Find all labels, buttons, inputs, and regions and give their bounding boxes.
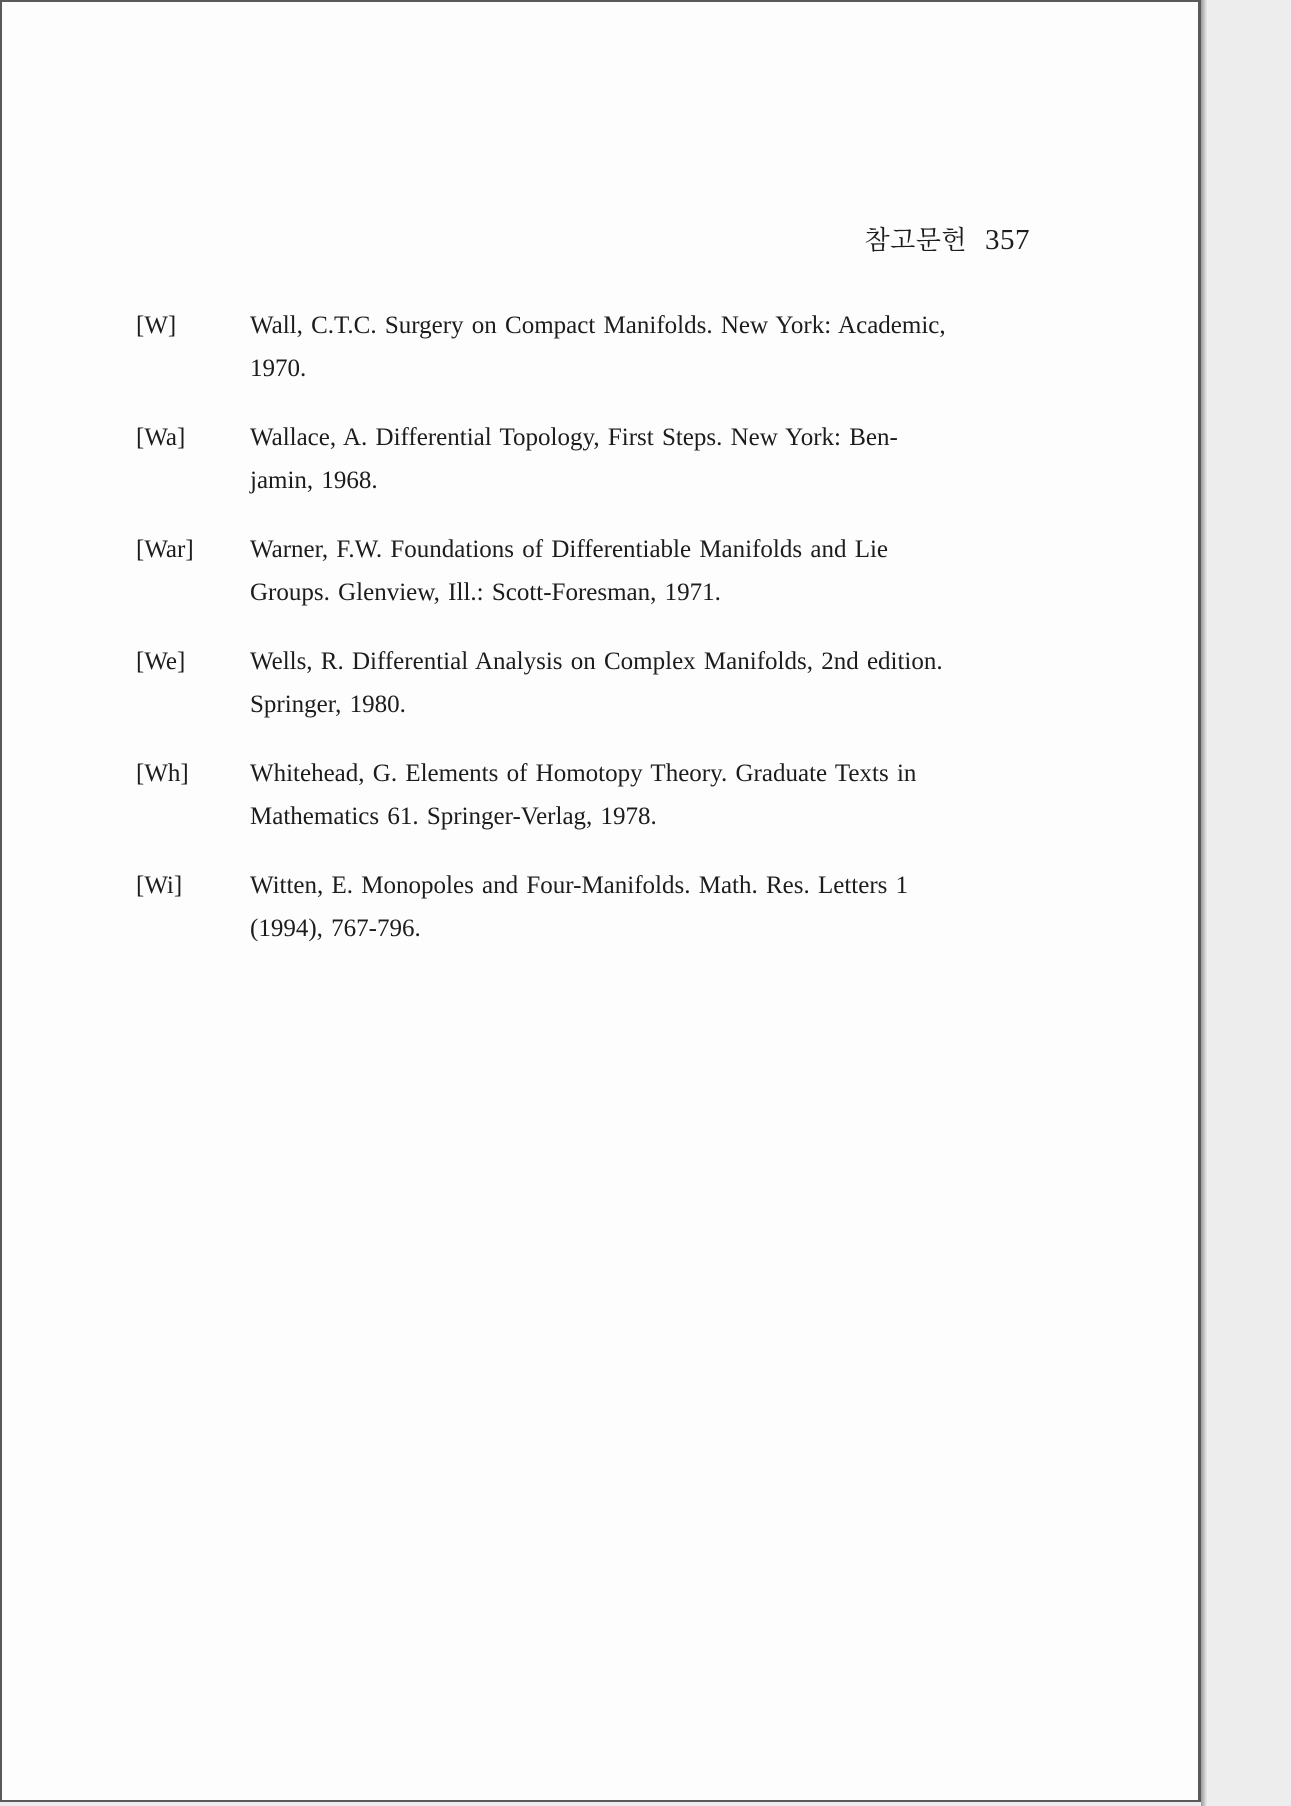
reference-text — [250, 304, 1046, 390]
reference-line: Warner, F.W. Foundations of Differentiable Manifolds and Lie — [250, 536, 889, 563]
reference-text — [250, 864, 1046, 950]
reference-line: (1994), 767-796. — [250, 915, 421, 942]
reference-line: Wells, R. Differential Analysis on Complex Manifolds, 2nd edition. — [250, 648, 943, 675]
reference-line: Wall, C.T.C. Surgery on Compact Manifolds. New York: Academic, — [250, 312, 946, 339]
reference-entry — [136, 416, 1046, 502]
reference-text — [250, 528, 1046, 614]
reference-entry — [136, 864, 1046, 950]
reference-key: [Wi] — [136, 872, 183, 899]
reference-entry — [136, 304, 1046, 390]
reference-key: [War] — [136, 536, 194, 563]
reference-list — [136, 304, 1046, 976]
reference-text — [250, 640, 1046, 726]
section-title: 참고문헌 — [864, 226, 967, 256]
reference-line: 1970. — [250, 355, 307, 382]
running-head — [865, 220, 1030, 257]
reference-key: [Wa] — [136, 424, 186, 451]
reference-line: Whitehead, G. Elements of Homotopy Theory. Graduate Texts in — [250, 760, 917, 787]
reference-line: Mathematics 61. Springer-Verlag, 1978. — [250, 803, 657, 830]
page-edge-shadow — [1201, 0, 1207, 1806]
reference-line: Groups. Glenview, Ill.: Scott-Foresman, 1971. — [250, 579, 721, 606]
reference-line: Wallace, A. Differential Topology, First Steps. New York: Ben- — [250, 424, 898, 451]
reference-key: [We] — [136, 648, 186, 675]
reference-entry — [136, 528, 1046, 614]
reference-entry — [136, 752, 1046, 838]
reference-line: jamin, 1968. — [250, 467, 378, 494]
reference-key: [Wh] — [136, 760, 189, 787]
reference-key: [W] — [136, 312, 177, 339]
reference-entry — [136, 640, 1046, 726]
page-number: 357 — [985, 224, 1030, 256]
reference-text — [250, 752, 1046, 838]
reference-line: Springer, 1980. — [250, 691, 406, 718]
reference-line: Witten, E. Monopoles and Four-Manifolds. Math. Res. Letters 1 — [250, 872, 909, 899]
reference-text — [250, 416, 1046, 502]
